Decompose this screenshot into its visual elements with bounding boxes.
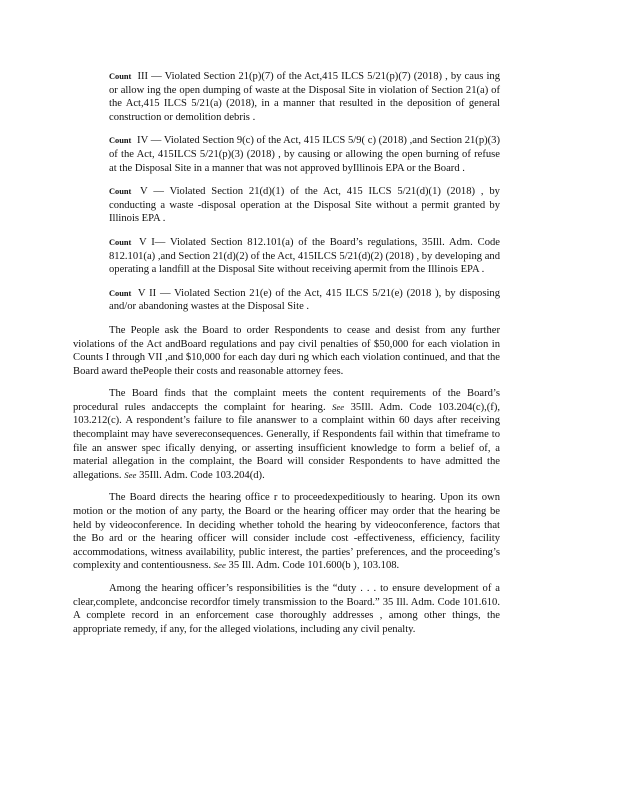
complaint-accepted-text-a: The Board finds that the complaint meets the content requirements of the Board’s procedural rules andaccepts the complaint for hearing. <box>73 388 500 413</box>
hearing-directive-text-a: The Board directs the hearing office r to proceedexpeditiously to hearing. Upon its own motion or the motion of any party, the Board or the hearing officer may order that the hearing be held by videoconference. In deciding whether tohold the hearing by videoconference, factors that the Bo ard or the hearing officer will consider include cost -effectiveness, efficiency, facility accommodations, witness availability, public interest, the parties’ preferences, and the proceeding’s complexity and contentiousness. <box>73 492 500 572</box>
count-v-text: V — Violated Section 21(d)(1) of the Act, 415 ILCS 5/21(d)(1) (2018) , by conducting a waste -disposal operation at the Disposal Site without a permit granted by Illinois EPA . <box>109 186 500 225</box>
count-iii-paragraph <box>109 70 500 124</box>
relief-requested-text: The People ask the Board to order Respondents to cease and desist from any further violations of the Act andBoard regulations and pay civil penalties of $50,000 for each violation in Counts I through VII ,and $10,000 for each day duri ng which each violation continued, and that the Board award thePeople their costs and reasonable attorney fees. <box>73 324 500 377</box>
count-label: Count <box>109 288 132 298</box>
relief-requested-paragraph <box>73 324 500 378</box>
count-vi-text: V I— Violated Section 812.101(a) of the Board’s regulations, 35Ill. Adm. Code 812.101(a) ,and Section 21(d)(2) of the Act, 415ILCS 5/21(d)(2) (2018) , by developing and operating a landfill at the Disposal Site without receiving apermit from the Illinois EPA . <box>109 236 501 276</box>
count-vii-text: V II — Violated Section 21(e) of the Act, 415 ILCS 5/21(e) (2018 ), by disposing and/or abandoning wastes at the Disposal Site . <box>109 287 500 313</box>
count-label: Count <box>109 237 132 247</box>
hearing-officer-duties-paragraph <box>73 582 500 636</box>
hearing-officer-duties-text: Among the hearing officer’s responsibilities is the “duty . . . to ensure development of a clear,complete, andconcise recordfor timely transmission to the Board.” 35 Ill. Adm. Code 101.610. A complete record in an enforcement case thoroughly addresses , among other things, the appropriate remedy, if any, for the alleged violations, including any civil penalty. <box>73 583 500 635</box>
count-iv-text: IV — Violated Section 9(c) of the Act, 415 ILCS 5/9( c) (2018) ,and Section 21(p)(3) of the Act, 415ILCS 5/21(p)(3) (2018) , by causing or allowing the open burning of refuse at the Disposal Site in a manner that was not approved byIllinois EPA or the Board . <box>109 135 500 174</box>
complaint-accepted-text-b: 35Ill. Adm. Code 103.204(c),(f), 103.212(c). A respondent’s failure to file ananswer to a complaint within 60 days after receiving thecomplaint may have severeconsequences. Generally, if Respondents fail within that timeframe to file an answer spec ifically denying, or asserting insufficient knowledge to form a belief of, a material allegation in the complaint, the Board will consider Respondents to have admitted the allegations. <box>73 401 500 481</box>
count-iv-paragraph <box>109 134 500 175</box>
see-citation-signal: See <box>213 560 226 571</box>
hearing-directive-text-b: 35 Ill. Adm. Code 101.600(b ), 103.108. <box>228 560 400 572</box>
count-vii-paragraph <box>109 287 500 314</box>
count-label: Count <box>109 72 132 81</box>
hearing-directive-paragraph <box>73 491 500 573</box>
see-citation-signal: See <box>331 401 345 412</box>
count-iii-text: III — Violated Section 21(p)(7) of the Act,415 ILCS 5/21(p)(7) (2018) , by caus ing or allow ing the open dumping of waste at the Disposal Site in violation of Section 21(a) of the Act,415 ILCS 5/21(a) (2018), in a manner that resulted in the deposition of general construction or demolition debris . <box>109 71 500 123</box>
count-label: Count <box>109 136 132 146</box>
complaint-accepted-text-c: 35Ill. Adm. Code 103.204(d). <box>139 469 265 481</box>
count-v-paragraph <box>109 185 500 226</box>
count-vi-paragraph <box>109 236 500 277</box>
complaint-accepted-paragraph <box>73 387 500 482</box>
see-citation-signal: See <box>124 469 137 480</box>
count-label: Count <box>109 187 132 197</box>
